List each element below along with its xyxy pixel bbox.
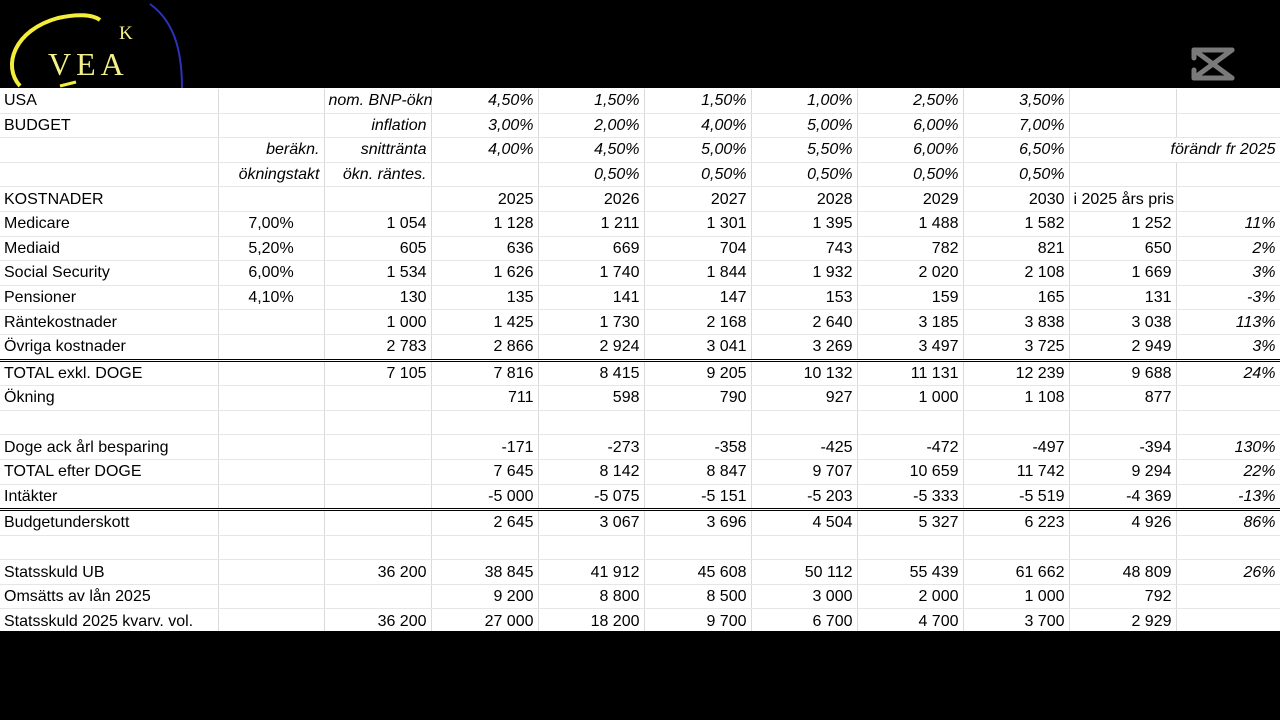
table-row: [0, 285, 1280, 310]
table-cell[interactable]: [538, 535, 644, 560]
budget-table: [0, 89, 1280, 631]
table-cell[interactable]: 669: [538, 236, 644, 261]
table-cell[interactable]: -394: [1069, 435, 1176, 460]
table-cell[interactable]: 2 108: [963, 261, 1069, 286]
svea-logo: [0, 0, 190, 88]
table-cell[interactable]: [1176, 113, 1280, 138]
table-cell[interactable]: 3,50%: [963, 89, 1069, 113]
table-row: [0, 386, 1280, 411]
table-cell[interactable]: [1176, 410, 1280, 435]
row-label-cell[interactable]: Social Security: [0, 261, 218, 286]
table-row: [0, 535, 1280, 560]
table-cell[interactable]: 704: [644, 236, 751, 261]
table-cell[interactable]: 2 645: [431, 510, 538, 536]
table-cell[interactable]: -472: [857, 435, 963, 460]
table-cell[interactable]: [431, 162, 538, 187]
table-cell[interactable]: 1 054: [324, 211, 431, 236]
row-label-cell[interactable]: Statsskuld UB: [0, 560, 218, 585]
table-cell[interactable]: 6,50%: [963, 138, 1069, 163]
table-cell[interactable]: ökn. räntes.: [324, 162, 431, 187]
table-cell[interactable]: 2 924: [538, 334, 644, 360]
table-cell[interactable]: 12 239: [963, 360, 1069, 386]
table-row: [0, 162, 1280, 187]
capcut-watermark-icon: [1188, 44, 1240, 84]
table-cell[interactable]: 3 696: [644, 510, 751, 536]
table-cell[interactable]: 2029: [857, 187, 963, 212]
table-cell[interactable]: [1176, 386, 1280, 411]
table-cell[interactable]: [324, 187, 431, 212]
table-row: [0, 310, 1280, 335]
table-cell[interactable]: [963, 535, 1069, 560]
table-cell[interactable]: i 2025 års pris: [1069, 187, 1176, 212]
row-label-cell[interactable]: BUDGET: [0, 113, 218, 138]
row-label-cell[interactable]: Ökning: [0, 386, 218, 411]
table-cell[interactable]: [218, 609, 324, 631]
table-cell[interactable]: 11%: [1176, 211, 1280, 236]
table-row: [0, 236, 1280, 261]
table-cell[interactable]: 4 700: [857, 609, 963, 631]
table-cell[interactable]: 1 128: [431, 211, 538, 236]
table-cell[interactable]: -5 203: [751, 484, 857, 510]
table-cell[interactable]: 38 845: [431, 560, 538, 585]
logo-word: VEA: [48, 46, 129, 82]
table-cell[interactable]: [324, 484, 431, 510]
table-cell[interactable]: 141: [538, 285, 644, 310]
table-cell[interactable]: 3 185: [857, 310, 963, 335]
table-cell[interactable]: 5,00%: [751, 113, 857, 138]
table-cell[interactable]: 1 395: [751, 211, 857, 236]
table-cell[interactable]: 636: [431, 236, 538, 261]
table-cell[interactable]: [751, 535, 857, 560]
table-cell[interactable]: -273: [538, 435, 644, 460]
table-cell[interactable]: 3 041: [644, 334, 751, 360]
table-cell[interactable]: 86%: [1176, 510, 1280, 536]
table-cell[interactable]: 6 223: [963, 510, 1069, 536]
table-row: [0, 138, 1280, 163]
row-label-cell[interactable]: Övriga kostnader: [0, 334, 218, 360]
table-cell[interactable]: 10 132: [751, 360, 857, 386]
table-cell[interactable]: [1069, 113, 1176, 138]
table-cell[interactable]: 9 205: [644, 360, 751, 386]
table-cell[interactable]: 6,00%: [857, 138, 963, 163]
table-cell[interactable]: 2025: [431, 187, 538, 212]
table-cell[interactable]: 2,50%: [857, 89, 963, 113]
table-cell[interactable]: 4,00%: [431, 138, 538, 163]
table-cell[interactable]: 0,50%: [857, 162, 963, 187]
table-cell[interactable]: 2 949: [1069, 334, 1176, 360]
table-cell[interactable]: 8 500: [644, 584, 751, 609]
table-row: [0, 459, 1280, 484]
table-cell[interactable]: 2%: [1176, 236, 1280, 261]
table-cell[interactable]: 3 497: [857, 334, 963, 360]
table-cell[interactable]: nom. BNP-ökn: [324, 89, 431, 113]
table-cell[interactable]: 1 108: [963, 386, 1069, 411]
table-cell[interactable]: [324, 410, 431, 435]
table-cell[interactable]: 7,00%: [218, 211, 324, 236]
table-cell[interactable]: 165: [963, 285, 1069, 310]
table-row: [0, 113, 1280, 138]
row-label-cell[interactable]: [0, 138, 218, 163]
table-cell[interactable]: [1176, 187, 1280, 212]
table-cell[interactable]: 22%: [1176, 459, 1280, 484]
table-cell[interactable]: 2 929: [1069, 609, 1176, 631]
table-cell[interactable]: [1069, 535, 1176, 560]
table-cell[interactable]: 877: [1069, 386, 1176, 411]
table-cell[interactable]: 3%: [1176, 334, 1280, 360]
table-cell[interactable]: 0,50%: [751, 162, 857, 187]
table-cell[interactable]: 50 112: [751, 560, 857, 585]
table-cell[interactable]: 2028: [751, 187, 857, 212]
table-cell[interactable]: 159: [857, 285, 963, 310]
table-cell[interactable]: 6 700: [751, 609, 857, 631]
table-cell[interactable]: 1 252: [1069, 211, 1176, 236]
table-row: [0, 560, 1280, 585]
table-cell[interactable]: 3 038: [1069, 310, 1176, 335]
table-cell[interactable]: 1 730: [538, 310, 644, 335]
table-cell[interactable]: [218, 510, 324, 536]
table-cell[interactable]: [1069, 410, 1176, 435]
table-cell[interactable]: -425: [751, 435, 857, 460]
table-cell[interactable]: [857, 535, 963, 560]
table-cell[interactable]: 1 211: [538, 211, 644, 236]
table-cell[interactable]: [218, 435, 324, 460]
table-cell[interactable]: [1069, 162, 1176, 187]
row-label-cell[interactable]: [0, 410, 218, 435]
table-cell[interactable]: 4,00%: [644, 113, 751, 138]
table-cell[interactable]: 6,00%: [857, 113, 963, 138]
table-cell[interactable]: 41 912: [538, 560, 644, 585]
table-cell[interactable]: 130: [324, 285, 431, 310]
table-cell[interactable]: 1 740: [538, 261, 644, 286]
table-cell[interactable]: 3 067: [538, 510, 644, 536]
table-cell[interactable]: 2026: [538, 187, 644, 212]
table-cell[interactable]: -5 519: [963, 484, 1069, 510]
table-cell[interactable]: 1,50%: [538, 89, 644, 113]
table-cell[interactable]: 1 534: [324, 261, 431, 286]
table-cell[interactable]: [1176, 584, 1280, 609]
table-cell[interactable]: förändr fr 2025: [1069, 138, 1280, 163]
table-cell[interactable]: 605: [324, 236, 431, 261]
table-cell[interactable]: [857, 410, 963, 435]
table-cell[interactable]: 3 000: [751, 584, 857, 609]
table-cell[interactable]: [218, 584, 324, 609]
table-cell[interactable]: -3%: [1176, 285, 1280, 310]
table-cell[interactable]: 2,00%: [538, 113, 644, 138]
table-cell[interactable]: -497: [963, 435, 1069, 460]
table-cell[interactable]: 3 269: [751, 334, 857, 360]
table-cell[interactable]: 11 742: [963, 459, 1069, 484]
table-cell[interactable]: 3 725: [963, 334, 1069, 360]
row-label-cell[interactable]: [0, 535, 218, 560]
table-cell[interactable]: [963, 410, 1069, 435]
table-cell[interactable]: 927: [751, 386, 857, 411]
table-cell[interactable]: [324, 459, 431, 484]
table-cell[interactable]: 9 707: [751, 459, 857, 484]
table-cell[interactable]: ökningstakt: [218, 162, 324, 187]
table-cell[interactable]: [218, 535, 324, 560]
table-cell[interactable]: 2 783: [324, 334, 431, 360]
table-cell[interactable]: snittränta: [324, 138, 431, 163]
table-row: [0, 334, 1280, 360]
table-cell[interactable]: 7,00%: [963, 113, 1069, 138]
table-cell[interactable]: 8 142: [538, 459, 644, 484]
table-cell[interactable]: 9 294: [1069, 459, 1176, 484]
table-cell[interactable]: 55 439: [857, 560, 963, 585]
table-cell[interactable]: 7 645: [431, 459, 538, 484]
table-cell[interactable]: 135: [431, 285, 538, 310]
row-label-cell[interactable]: Mediaid: [0, 236, 218, 261]
table-cell[interactable]: 2 168: [644, 310, 751, 335]
table-cell[interactable]: 45 608: [644, 560, 751, 585]
spreadsheet: [0, 88, 1280, 631]
table-cell[interactable]: 6,00%: [218, 261, 324, 286]
table-cell[interactable]: 36 200: [324, 609, 431, 631]
table-cell[interactable]: 131: [1069, 285, 1176, 310]
table-cell[interactable]: [324, 435, 431, 460]
table-cell[interactable]: [644, 535, 751, 560]
row-label-cell[interactable]: KOSTNADER: [0, 187, 218, 212]
table-cell[interactable]: 113%: [1176, 310, 1280, 335]
table-cell[interactable]: 48 809: [1069, 560, 1176, 585]
table-cell[interactable]: 9 688: [1069, 360, 1176, 386]
table-cell[interactable]: 1 932: [751, 261, 857, 286]
table-cell[interactable]: 1 425: [431, 310, 538, 335]
table-cell[interactable]: 0,50%: [644, 162, 751, 187]
table-cell[interactable]: 1 626: [431, 261, 538, 286]
table-cell[interactable]: 8 415: [538, 360, 644, 386]
row-label-cell[interactable]: Doge ack årl besparing: [0, 435, 218, 460]
table-body: [0, 89, 1280, 631]
table-cell[interactable]: 3%: [1176, 261, 1280, 286]
table-cell[interactable]: 650: [1069, 236, 1176, 261]
table-cell[interactable]: -5 333: [857, 484, 963, 510]
table-cell[interactable]: -5 000: [431, 484, 538, 510]
row-label-cell[interactable]: Räntekostnader: [0, 310, 218, 335]
table-cell[interactable]: 2 020: [857, 261, 963, 286]
table-cell[interactable]: [324, 386, 431, 411]
table-cell[interactable]: 1 000: [324, 310, 431, 335]
table-cell[interactable]: [218, 484, 324, 510]
table-cell[interactable]: -13%: [1176, 484, 1280, 510]
table-cell[interactable]: [218, 89, 324, 113]
table-cell[interactable]: 1 844: [644, 261, 751, 286]
table-cell[interactable]: 1 000: [857, 386, 963, 411]
table-cell[interactable]: [218, 410, 324, 435]
table-row: [0, 410, 1280, 435]
table-cell[interactable]: 821: [963, 236, 1069, 261]
table-cell[interactable]: 790: [644, 386, 751, 411]
table-cell[interactable]: 9 200: [431, 584, 538, 609]
logo-k-letter: K: [119, 23, 133, 44]
table-cell[interactable]: 10 659: [857, 459, 963, 484]
table-cell[interactable]: [751, 410, 857, 435]
table-cell[interactable]: 5,50%: [751, 138, 857, 163]
row-label-cell[interactable]: Medicare: [0, 211, 218, 236]
table-cell[interactable]: 7 816: [431, 360, 538, 386]
table-cell[interactable]: 8 800: [538, 584, 644, 609]
table-cell[interactable]: 2 000: [857, 584, 963, 609]
table-cell[interactable]: [1176, 609, 1280, 631]
table-cell[interactable]: [218, 360, 324, 386]
row-label-cell[interactable]: [0, 162, 218, 187]
table-cell[interactable]: 1,00%: [751, 89, 857, 113]
table-cell[interactable]: 9 700: [644, 609, 751, 631]
table-cell[interactable]: 130%: [1176, 435, 1280, 460]
table-cell[interactable]: 4,10%: [218, 285, 324, 310]
table-row: [0, 261, 1280, 286]
table-cell[interactable]: 0,50%: [963, 162, 1069, 187]
row-label-cell[interactable]: TOTAL efter DOGE: [0, 459, 218, 484]
table-cell[interactable]: [324, 584, 431, 609]
table-cell[interactable]: 7 105: [324, 360, 431, 386]
table-cell[interactable]: 61 662: [963, 560, 1069, 585]
row-label-cell[interactable]: Pensioner: [0, 285, 218, 310]
table-cell[interactable]: [218, 386, 324, 411]
table-row: [0, 435, 1280, 460]
table-cell[interactable]: [218, 113, 324, 138]
table-cell[interactable]: [218, 334, 324, 360]
table-cell[interactable]: 1 582: [963, 211, 1069, 236]
table-cell[interactable]: 598: [538, 386, 644, 411]
table-cell[interactable]: 4 504: [751, 510, 857, 536]
table-cell[interactable]: 4 926: [1069, 510, 1176, 536]
table-cell[interactable]: 5 327: [857, 510, 963, 536]
table-cell[interactable]: [324, 535, 431, 560]
table-cell[interactable]: 5,00%: [644, 138, 751, 163]
table-cell[interactable]: -5 075: [538, 484, 644, 510]
table-cell[interactable]: [431, 535, 538, 560]
table-cell[interactable]: 1 669: [1069, 261, 1176, 286]
row-label-cell[interactable]: USA: [0, 89, 218, 113]
table-cell[interactable]: -5 151: [644, 484, 751, 510]
table-cell[interactable]: 36 200: [324, 560, 431, 585]
table-cell[interactable]: [538, 410, 644, 435]
table-cell[interactable]: [218, 459, 324, 484]
table-cell[interactable]: 2 866: [431, 334, 538, 360]
table-cell[interactable]: 782: [857, 236, 963, 261]
table-cell[interactable]: 3,00%: [431, 113, 538, 138]
table-cell[interactable]: 2027: [644, 187, 751, 212]
table-cell[interactable]: [324, 510, 431, 536]
table-cell[interactable]: -358: [644, 435, 751, 460]
table-cell[interactable]: [218, 187, 324, 212]
table-row: [0, 89, 1280, 113]
table-cell[interactable]: [1176, 162, 1280, 187]
table-cell[interactable]: 5,20%: [218, 236, 324, 261]
row-label-cell[interactable]: TOTAL exkl. DOGE: [0, 360, 218, 386]
table-row: [0, 360, 1280, 386]
table-cell[interactable]: [218, 560, 324, 585]
table-cell[interactable]: [431, 410, 538, 435]
table-cell[interactable]: 2030: [963, 187, 1069, 212]
table-cell[interactable]: 792: [1069, 584, 1176, 609]
table-cell[interactable]: [644, 410, 751, 435]
table-cell[interactable]: 3 838: [963, 310, 1069, 335]
table-cell[interactable]: 153: [751, 285, 857, 310]
table-cell[interactable]: 18 200: [538, 609, 644, 631]
table-cell[interactable]: 1 000: [963, 584, 1069, 609]
row-label-cell[interactable]: Statsskuld 2025 kvarv. vol.: [0, 609, 218, 631]
table-cell[interactable]: 147: [644, 285, 751, 310]
table-cell[interactable]: 27 000: [431, 609, 538, 631]
table-row: [0, 484, 1280, 510]
table-cell[interactable]: 1 301: [644, 211, 751, 236]
table-cell[interactable]: 11 131: [857, 360, 963, 386]
table-cell[interactable]: 3 700: [963, 609, 1069, 631]
table-cell[interactable]: inflation: [324, 113, 431, 138]
row-label-cell[interactable]: Budgetunderskott: [0, 510, 218, 536]
table-cell[interactable]: [1176, 89, 1280, 113]
table-cell[interactable]: 1,50%: [644, 89, 751, 113]
table-row: [0, 187, 1280, 212]
table-cell[interactable]: 24%: [1176, 360, 1280, 386]
table-cell[interactable]: [1069, 89, 1176, 113]
table-cell[interactable]: 2 640: [751, 310, 857, 335]
row-label-cell[interactable]: Intäkter: [0, 484, 218, 510]
table-row: [0, 211, 1280, 236]
table-cell[interactable]: 743: [751, 236, 857, 261]
table-cell[interactable]: [1176, 535, 1280, 560]
row-label-cell[interactable]: Omsätts av lån 2025: [0, 584, 218, 609]
table-cell[interactable]: -171: [431, 435, 538, 460]
table-cell[interactable]: [218, 310, 324, 335]
table-row: [0, 609, 1280, 631]
table-cell[interactable]: 8 847: [644, 459, 751, 484]
table-cell[interactable]: 4,50%: [538, 138, 644, 163]
table-row: [0, 584, 1280, 609]
table-cell[interactable]: -4 369: [1069, 484, 1176, 510]
table-cell[interactable]: 711: [431, 386, 538, 411]
table-cell[interactable]: 26%: [1176, 560, 1280, 585]
table-cell[interactable]: 1 488: [857, 211, 963, 236]
table-cell[interactable]: 4,50%: [431, 89, 538, 113]
table-row: [0, 510, 1280, 536]
table-cell[interactable]: beräkn.: [218, 138, 324, 163]
table-cell[interactable]: 0,50%: [538, 162, 644, 187]
